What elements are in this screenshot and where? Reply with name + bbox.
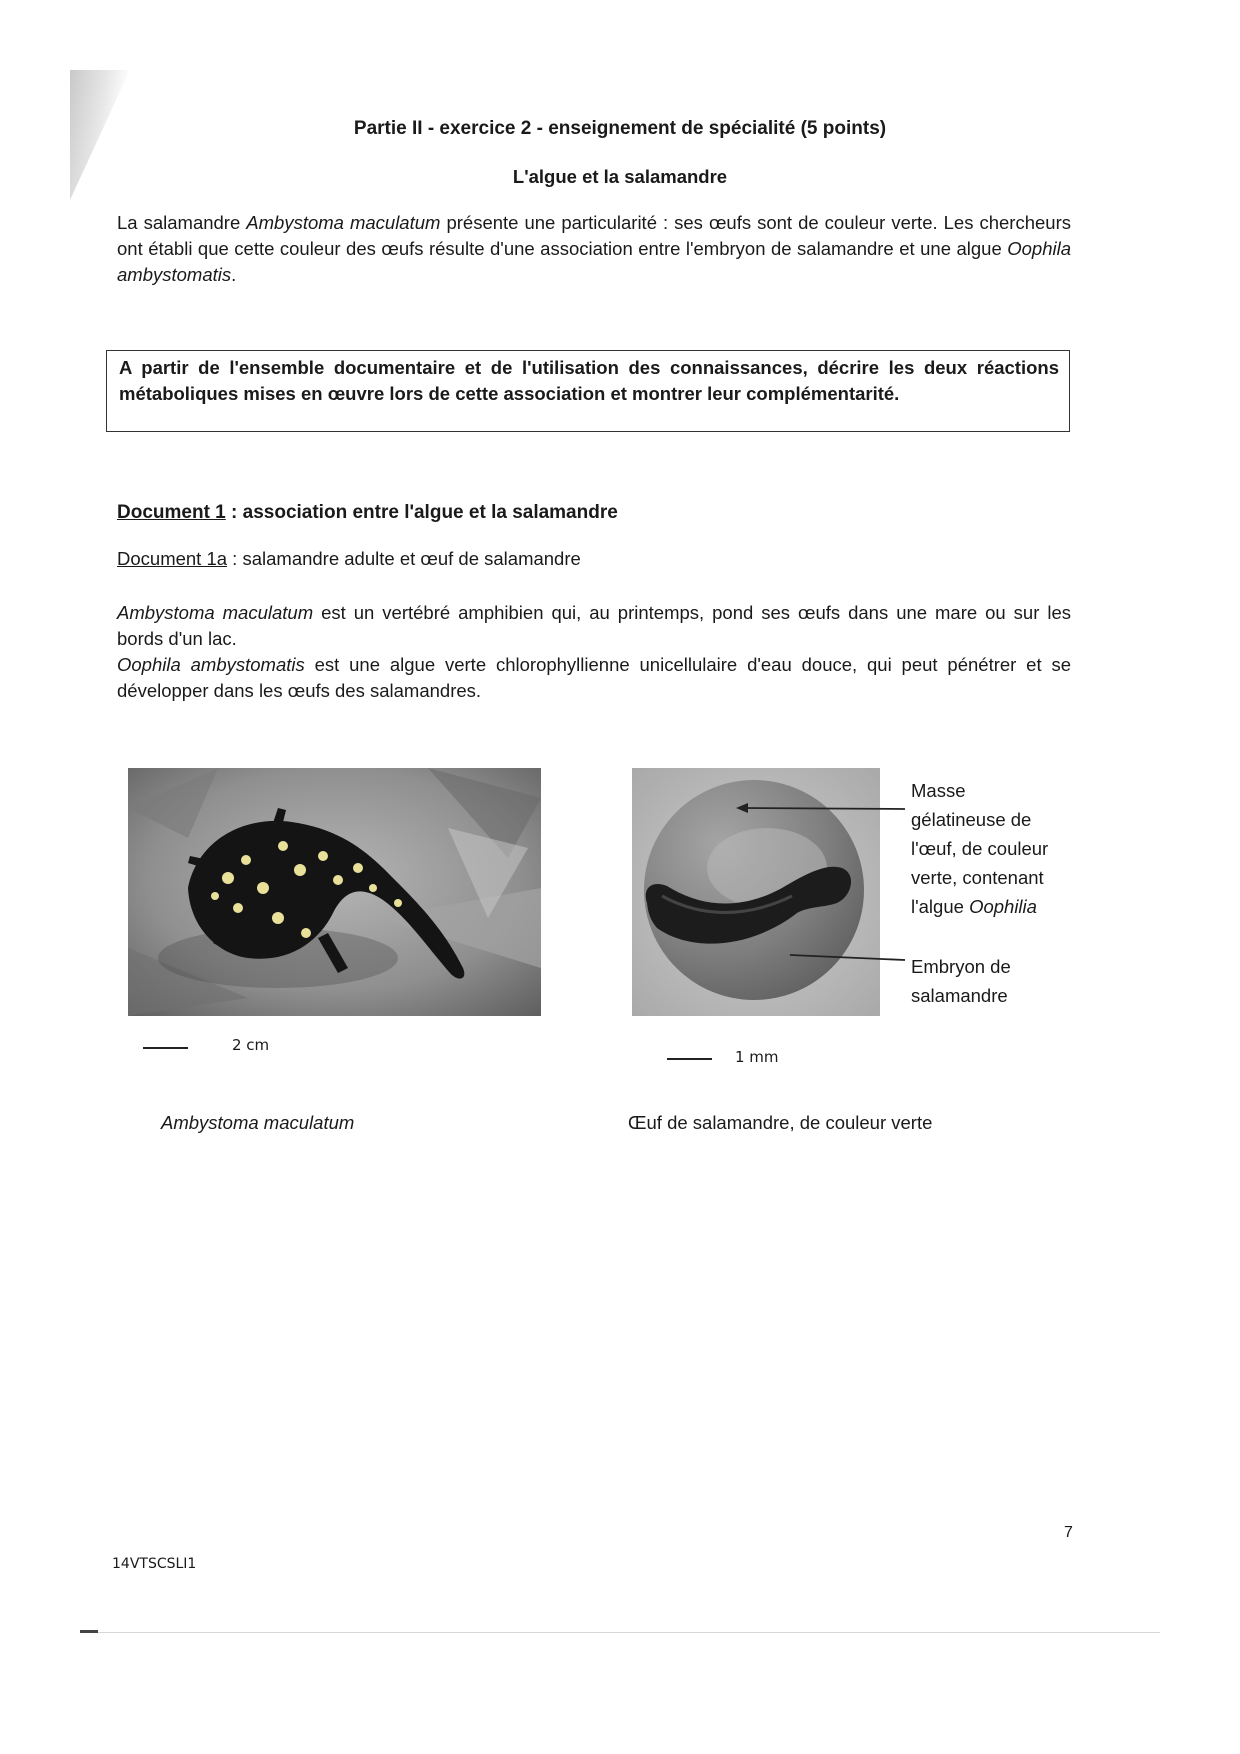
scale-label-left: 2 cm — [232, 1036, 270, 1054]
intro-text-1: La salamandre — [117, 212, 247, 233]
desc-text-2: est une algue verte chlorophyllienne unicellulaire d'eau douce, qui peut pénétrer et se développer dans les œufs des salamandres. — [117, 654, 1072, 701]
scale-label-right: 1 mm — [735, 1048, 779, 1066]
desc-species-1: Ambystoma maculatum — [117, 602, 314, 623]
intro-text-3: . — [231, 264, 237, 285]
page-number: 7 — [1064, 1524, 1073, 1541]
label-mass-line-2: gélatineuse de — [911, 809, 1032, 830]
page-subtitle: L'algue et la salamandre — [512, 166, 728, 187]
label-mass-line-1: Masse — [911, 780, 966, 801]
scan-mark — [80, 1630, 98, 1633]
label-mass-line-5-italic: Oophilia — [969, 896, 1037, 917]
label-mass-line-5 — [911, 892, 1048, 921]
desc-species-2: Oophila ambystomatis — [117, 654, 305, 675]
intro-alga: Oophila ambystomatis — [117, 238, 1071, 285]
label-embryo-line-2: salamandre — [911, 985, 1008, 1006]
line-embryo — [790, 955, 905, 960]
intro-text-2: présente une particularité : ses œufs sont de couleur verte. Les chercheurs ont établi que cette couleur des œufs résulte d'une association entre l'embryon de salamandre et une algue — [117, 212, 1071, 259]
label-mass-line-4: verte, contenant — [911, 867, 1044, 888]
page-title: Partie II - exercice 2 - enseignement de spécialité (5 points) — [353, 118, 887, 139]
intro-species: Ambystoma maculatum — [246, 212, 441, 233]
label-mass-line-3: l'œuf, de couleur — [911, 838, 1049, 859]
label-embryo-line-1: Embryon de — [911, 956, 1011, 977]
label-mass-line-5-prefix: l'algue — [911, 896, 970, 917]
arrow-mass-head — [736, 803, 748, 813]
footer-divider — [80, 1632, 1160, 1633]
label-embryo — [911, 952, 1011, 1010]
document-1a-title: : salamandre adulte et œuf de salamandre — [227, 548, 581, 569]
arrow-mass-line — [742, 808, 905, 809]
scale-bar-right — [667, 1058, 712, 1060]
caption-right: Œuf de salamandre, de couleur verte — [628, 1112, 933, 1133]
desc-text-1: est un vertébré amphibien qui, au printemps, pond ses œufs dans une mare ou sur les bords d'un lac. — [117, 602, 1071, 649]
document-1-label: Document 1 — [117, 502, 226, 523]
document-1-title: : association entre l'algue et la salamandre — [225, 502, 618, 523]
task-text: A partir de l'ensemble documentaire et de l'utilisation des connaissances, décrire les deux réactions métaboliques mises en œuvre lors de cette association et montrer leur complémentarité. — [119, 357, 1059, 404]
caption-left: Ambystoma maculatum — [161, 1112, 355, 1133]
document-1a-label: Document 1a — [117, 548, 228, 569]
label-gelatinous-mass — [911, 776, 1048, 921]
footer-code: 14VTSCSLI1 — [112, 1556, 197, 1572]
